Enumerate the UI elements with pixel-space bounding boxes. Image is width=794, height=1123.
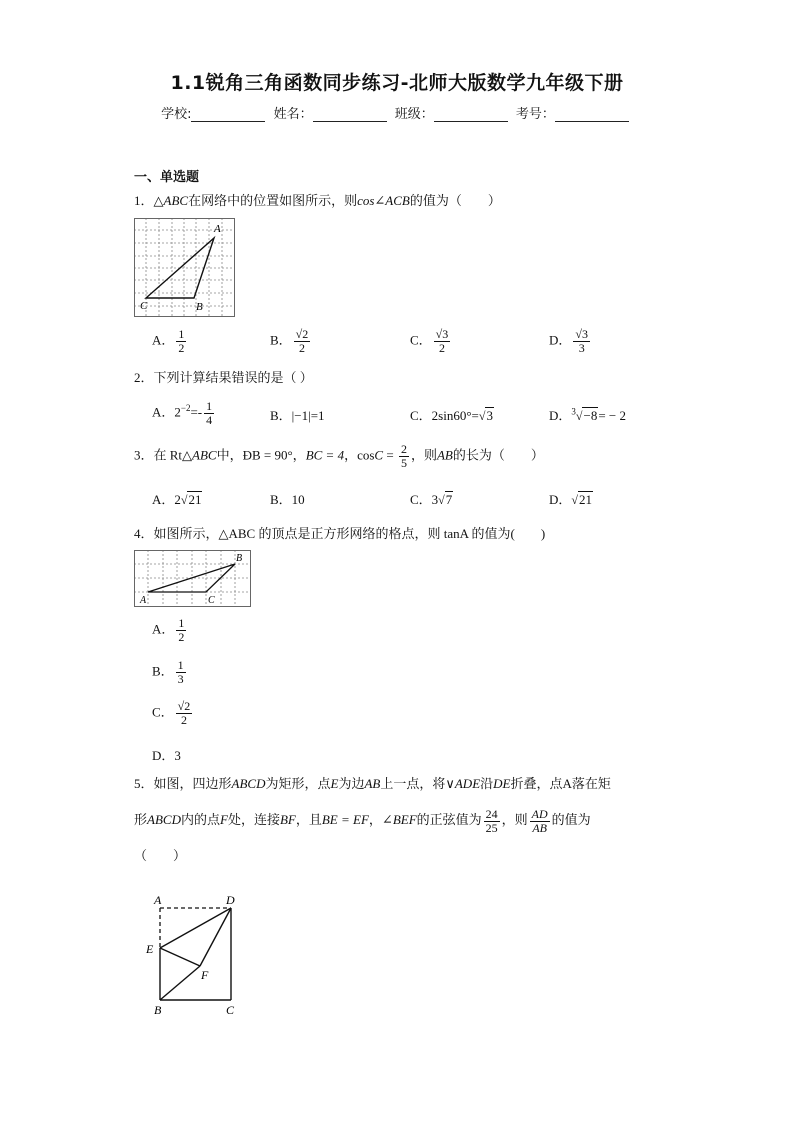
q2-option-b[interactable]: B．|−1|=1	[270, 408, 325, 423]
question-5-line-2: 形ABCD内的点F处，连接BF，且BE = EF，∠BEF的正弦值为 $\frac{24}{25}$ ，则 $\frac{AD}{AB}$ 的值为	[134, 806, 591, 835]
page-title: 1.1锐角三角函数同步练习-北师大版数学九年级下册	[170, 72, 624, 94]
q3-option-a[interactable]: A．2√21	[152, 492, 202, 507]
q2-option-a[interactable]: A．$2^{-2}=-$ $\frac{1}{4}$	[152, 399, 213, 427]
q2-option-c[interactable]: C．2sin60°=√3	[410, 408, 493, 423]
q3-option-d[interactable]: D．√21	[549, 492, 592, 507]
q1-option-a[interactable]: A． $\frac{1}{2}$	[152, 327, 185, 355]
question-1-stem: 1．△ABC在网络中的位置如图所示，则cos∠ACB的值为（ ）	[134, 193, 501, 208]
triangle-abc	[148, 564, 235, 592]
point-f-label: F	[201, 968, 209, 982]
q2-option-d[interactable]: D．$^3$√−8= − 2	[549, 406, 626, 423]
point-b-label: B	[154, 1003, 162, 1017]
point-c-label: C	[226, 1003, 235, 1017]
q1-option-b[interactable]: B． $\frac{√2}{2}$	[270, 327, 309, 355]
vertex-a-label: A	[214, 223, 221, 235]
q3-option-b[interactable]: B．10	[270, 492, 305, 507]
vertex-b-label: B	[196, 301, 203, 313]
class-blank	[434, 109, 508, 122]
q4-option-b[interactable]: B． $\frac{1}{3}$	[152, 658, 184, 686]
q4-option-a[interactable]: A． $\frac{1}{2}$	[152, 616, 185, 644]
point-e-label: E	[146, 942, 154, 956]
vertex-a-label: A	[140, 595, 147, 606]
question-5-line-1: 5．如图，四边形ABCD为矩形，点E为边AB上一点，将∨ADE沿DE折叠，点A落在矩	[134, 776, 611, 791]
exam-blank	[555, 109, 629, 122]
vertex-c-label: C	[140, 300, 148, 312]
name-blank	[313, 109, 387, 122]
question-3-stem: 3．在 Rt△ABC中，ÐB = 90°，BC = 4，cosC = $\frac{2}{5}$ ，则AB的长为（ ）	[134, 442, 544, 470]
school-label: 学校:	[161, 107, 192, 122]
question-5-rectangle-figure	[140, 890, 250, 1020]
question-4-grid-figure	[134, 550, 252, 608]
point-d-label: D	[226, 893, 235, 907]
class-label: 班级：	[394, 107, 434, 122]
question-1-grid-figure	[134, 218, 236, 318]
q3-option-c[interactable]: C．3√7	[410, 492, 453, 507]
triangle-abc	[146, 238, 214, 298]
question-2-stem: 2．下列计算结果错误的是（ ）	[134, 370, 313, 385]
question-5-line-3: （ ）	[134, 848, 187, 863]
student-info-line	[0, 103, 794, 122]
exam-label: 考号：	[515, 107, 555, 122]
point-a-label: A	[154, 893, 162, 907]
school-blank	[191, 109, 265, 122]
q4-option-c[interactable]: C． $\frac{√2}{2}$	[152, 699, 191, 727]
question-4-stem: 4．如图所示，△ABC 的顶点是正方形网络的格点，则 tanA 的值为( )	[134, 526, 546, 541]
name-label: 姓名：	[273, 107, 313, 122]
section-heading: 一、单选题	[134, 170, 200, 185]
vertex-c-label: C	[208, 595, 215, 606]
q1-option-c[interactable]: C． $\frac{√3}{2}$	[410, 327, 449, 355]
vertex-b-label: B	[236, 553, 243, 564]
q1-option-d[interactable]: D． $\frac{√3}{3}$	[549, 327, 588, 355]
q4-option-d[interactable]: D．3	[152, 748, 181, 763]
